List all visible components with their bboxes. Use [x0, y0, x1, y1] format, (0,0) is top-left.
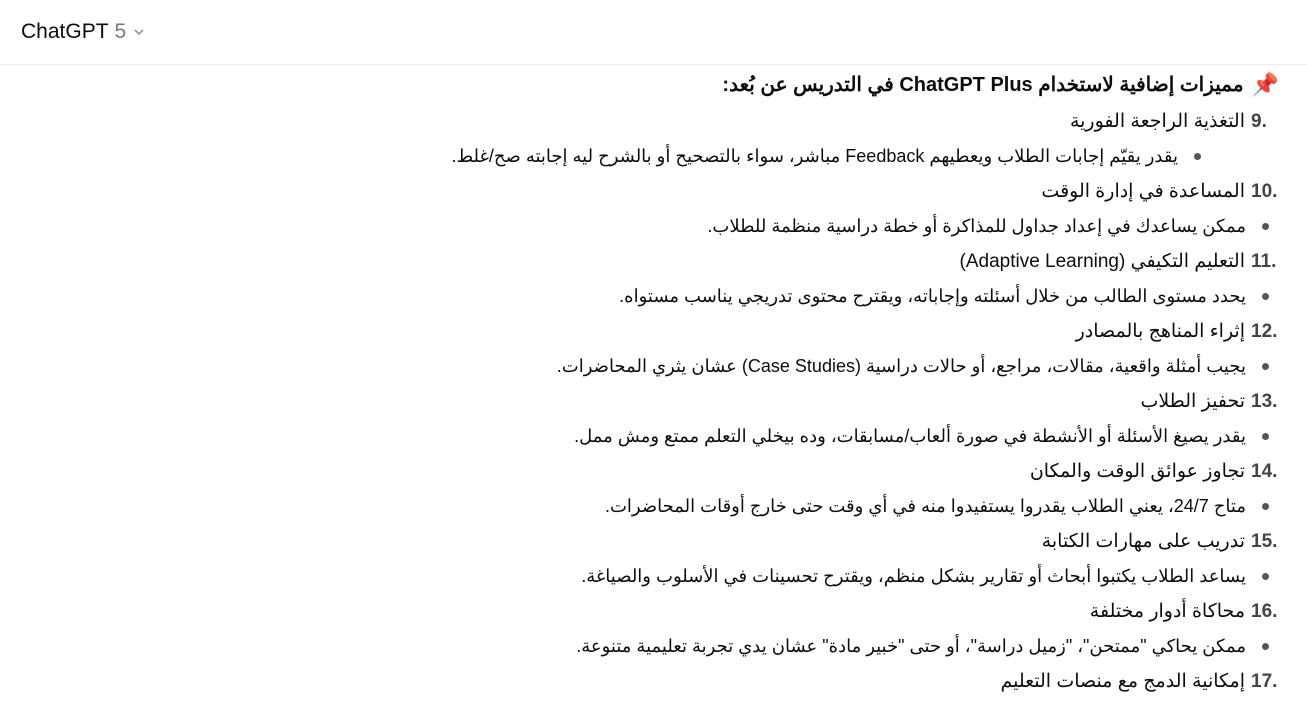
item-number: 12. — [1251, 321, 1278, 342]
list-item-title — [279, 384, 1279, 419]
item-title: تجاوز عوائق الوقت والمكان — [1029, 461, 1245, 482]
pushpin-icon: 📌 — [1251, 72, 1279, 97]
item-title: تدريب على مهارات الكتابة — [1041, 531, 1245, 552]
bullet-text: يقدر يقيّم إجابات الطلاب ويعطيهم Feedback مباشر، سواء بالتصحيح أو بالشرح ليه إجابته صح/غلط. — [451, 146, 1178, 166]
list-item-bullet — [279, 419, 1279, 454]
list-item-bullet — [279, 139, 1279, 174]
item-title: المساعدة في إدارة الوقت — [1041, 181, 1245, 202]
bullet-text: يحدد مستوى الطالب من خلال أسئلته وإجاباته، ويقترح محتوى تدريجي يناسب مستواه. — [619, 286, 1246, 306]
item-title: تحفيز الطلاب — [1140, 391, 1245, 412]
bullet-text: متاح 24/7، يعني الطلاب يقدروا يستفيدوا منه في أي وقت حتى خارج أوقات المحاضرات. — [604, 496, 1246, 516]
list-item-title — [279, 594, 1279, 629]
list-item-bullet — [279, 279, 1279, 314]
list-item-title — [279, 174, 1279, 209]
model-version: 5 — [114, 20, 127, 43]
list-item-bullet — [279, 349, 1279, 384]
heading-text: مميزات إضافية لاستخدام ChatGPT Plus في التدريس عن بُعد: — [722, 74, 1244, 96]
item-title: التغذية الراجعة الفورية — [1069, 111, 1245, 132]
list-item-title — [279, 244, 1279, 279]
item-title: إمكانية الدمج مع منصات التعليم — [1000, 671, 1245, 692]
top-bar — [0, 0, 1307, 65]
item-number: 14. — [1251, 461, 1278, 482]
item-title: التعليم التكيفي (Adaptive Learning) — [959, 251, 1245, 272]
bullet-icon — [1262, 643, 1269, 650]
item-title: محاكاة أدوار مختلفة — [1089, 601, 1245, 622]
item-number: 11. — [1251, 251, 1277, 272]
bullet-icon — [1262, 573, 1269, 580]
list-item-title — [279, 664, 1279, 699]
bullet-icon — [1262, 363, 1269, 370]
item-number: 10. — [1251, 181, 1278, 202]
bullet-icon — [1262, 293, 1269, 300]
bullet-text: يساعد الطلاب يكتبوا أبحاث أو تقارير بشكل منظم، ويقترح تحسينات في الأسلوب والصياغة. — [581, 566, 1246, 586]
chevron-down-icon — [132, 25, 146, 39]
item-number: 13. — [1251, 391, 1278, 412]
bullet-icon — [1262, 223, 1269, 230]
list-item-bullet — [279, 629, 1279, 664]
item-number: 17. — [1251, 671, 1278, 692]
chat-message — [279, 66, 1279, 699]
bullet-text: يقدر يصيغ الأسئلة أو الأنشطة في صورة ألعاب/مسابقات، وده بيخلي التعلم ممتع ومش ممل. — [574, 426, 1246, 446]
bullet-icon — [1262, 503, 1269, 510]
section-heading — [279, 66, 1279, 104]
model-name: ChatGPT — [21, 20, 109, 43]
item-number: 9. — [1251, 111, 1267, 132]
list-item-title — [279, 104, 1279, 139]
bullet-icon — [1194, 153, 1201, 160]
list-item-bullet — [279, 209, 1279, 244]
bullet-text: يجيب أمثلة واقعية، مقالات، مراجع، أو حالات دراسية (Case Studies) عشان يثري المحاضرات. — [556, 356, 1246, 376]
list-item-bullet — [279, 489, 1279, 524]
bullet-icon — [1262, 433, 1269, 440]
list-item-title — [279, 314, 1279, 349]
list-item-title — [279, 524, 1279, 559]
item-number: 16. — [1251, 601, 1278, 622]
feature-list — [279, 104, 1279, 699]
list-item-bullet — [279, 559, 1279, 594]
item-number: 15. — [1251, 531, 1278, 552]
model-selector[interactable] — [21, 20, 146, 44]
bullet-text: ممكن يحاكي "ممتحن"، "زميل دراسة"، أو حتى "خبير مادة" عشان يدي تجربة تعليمية متنوعة. — [576, 636, 1246, 656]
list-item-title — [279, 454, 1279, 489]
bullet-text: ممكن يساعدك في إعداد جداول للمذاكرة أو خطة دراسية منظمة للطلاب. — [707, 216, 1246, 236]
item-title: إثراء المناهج بالمصادر — [1075, 321, 1245, 342]
